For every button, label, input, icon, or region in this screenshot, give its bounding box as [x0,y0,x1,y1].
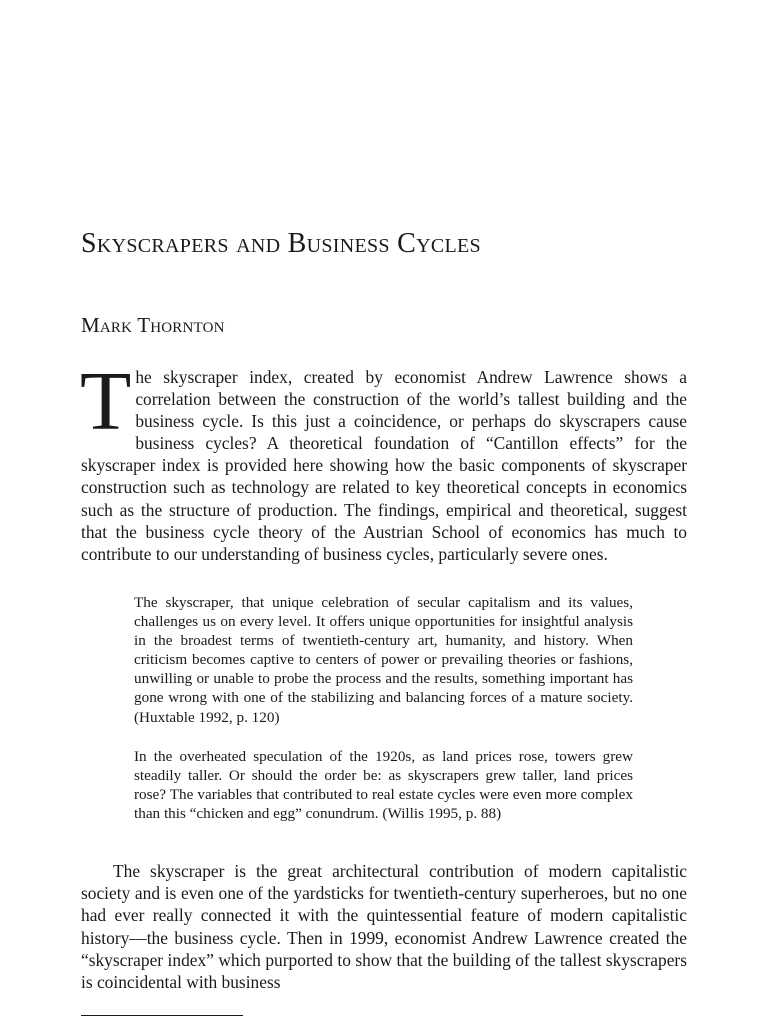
footnote-rule [81,1015,243,1016]
abstract-paragraph [80,355,687,565]
body-paragraph: The skyscraper is the great architectural contribution of modern capitalistic society and is even one of the yardsticks for twentieth-century superheroes, but no one had ever really connected it with the quintessential feature of modern capitalistic history—the business cycle. Then in 1999, economist Andrew Lawrence created the “skyscraper index” which purported to show that the building of the tallest skyscrapers is coincidental with business [81,861,687,993]
epigraph-huxtable: The skyscraper, that unique celebration of secular capitalism and its values, challenges us on every level. It offers unique opportunities for insightful analysis in the broadest terms of twentieth-century art, humanity, and history. When criticism becomes captive to centers of power or prevailing theories or fashions, unwilling or unable to probe the process and the results, something important has gone wrong with one of the stabilizing and balancing forces of a mature society. (Huxtable 1992, p. 120) [134,594,633,726]
article-author: Mark Thornton [81,313,225,337]
epigraph-willis: In the overheated speculation of the 1920s, as land prices rose, towers grew steadily taller. Or should the order be: as skyscrapers grew taller, land prices rose? The variables that contributed to real estate cycles were even more complex than this “chicken and egg” conundrum. (Willis 1995, p. 88) [134,748,633,823]
drop-cap: T [80,355,132,448]
abstract-text: he skyscraper index, created by economist Andrew Lawrence shows a correlation between the construction of the world’s tallest building and the business cycle. Is this just a coincidence, or perhaps do skyscrapers cause business cycles? A theoretical foundation of “Cantillon effects” for the skyscraper index is provided here showing how the basic components of skyscraper construction such as technology are related to key theoretical concepts in economics such as the structure of production. The findings, empirical and theoretical, suggest that the business cycle theory of the Austrian School of economics has much to contribute to our understanding of business cycles, particularly severe ones. [81,367,687,564]
article-title: Skyscrapers and Business Cycles [81,228,481,259]
